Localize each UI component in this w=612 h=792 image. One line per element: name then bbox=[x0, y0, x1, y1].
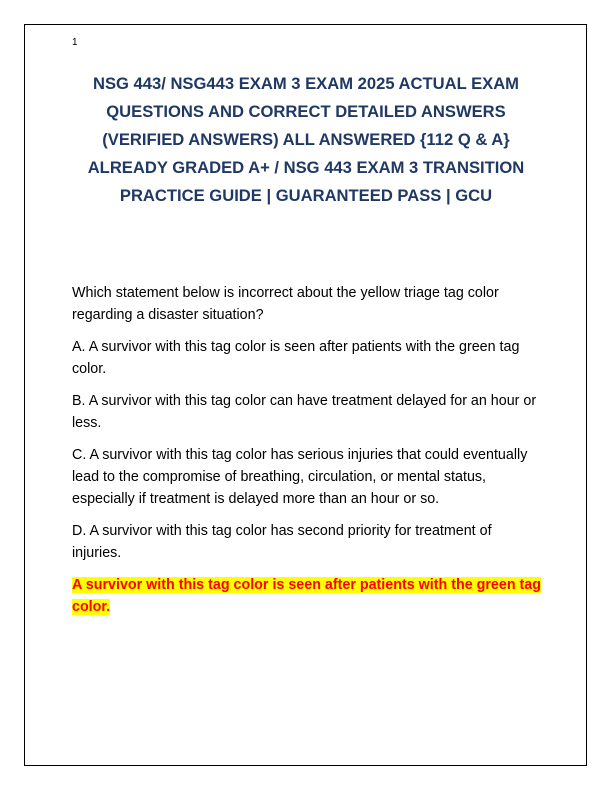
question-block bbox=[72, 282, 542, 628]
option-d: D. A survivor with this tag color has second priority for treatment of injuries. bbox=[72, 523, 492, 561]
document-title: NSG 443/ NSG443 EXAM 3 EXAM 2025 ACTUAL EXAM QUESTIONS AND CORRECT DETAILED ANSWERS (VERIFIED ANSWERS) ALL ANSWERED {112 Q & A} ALREADY GRADED A+ / NSG 443 EXAM 3 TRANSITION PRACTICE GUIDE | GUARANTEED PASS | GCU bbox=[87, 74, 525, 205]
correct-answer bbox=[72, 574, 542, 618]
option-b: B. A survivor with this tag color can have treatment delayed for an hour or less. bbox=[72, 393, 537, 431]
option-c: C. A survivor with this tag color has serious injuries that could eventually lead to the compromise of breathing, circulation, or mental status, especially if treatment is delayed more than an hour or so. bbox=[72, 447, 528, 507]
option-a: A. A survivor with this tag color is seen after patients with the green tag color. bbox=[72, 339, 520, 377]
page-number: 1 bbox=[72, 37, 78, 48]
correct-answer-text: A survivor with this tag color is seen after patients with the green tag color. bbox=[72, 577, 541, 615]
question-stem: Which statement below is incorrect about the yellow triage tag color regarding a disaster situation? bbox=[72, 285, 499, 323]
